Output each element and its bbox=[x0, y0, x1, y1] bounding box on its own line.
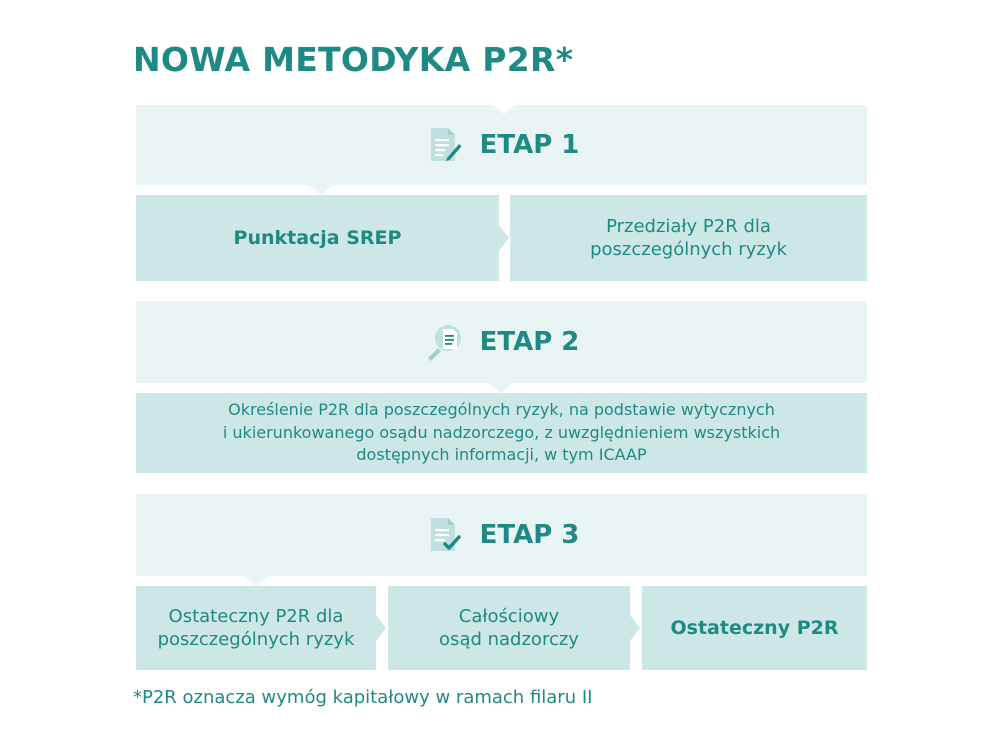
stage-1-top-notch bbox=[493, 105, 515, 114]
footnote: *P2R oznacza wymóg kapitałowy w ramach filaru II bbox=[133, 687, 593, 708]
stage-3-title: ETAP 3 bbox=[479, 520, 580, 550]
stage-3-box-1-arrow bbox=[376, 615, 386, 641]
stage-1-box-2 bbox=[510, 195, 867, 281]
stage-1-bottom-notch bbox=[309, 185, 333, 195]
stage-3-box-2-arrow bbox=[630, 615, 640, 641]
stage-3-box-1 bbox=[136, 586, 376, 670]
stage-1-box-1-text: Punktacja SREP bbox=[233, 226, 402, 249]
magnifier-document-icon bbox=[424, 321, 466, 363]
stage-2-title: ETAP 2 bbox=[479, 327, 580, 357]
stage-1-box-1 bbox=[136, 195, 499, 281]
stage-3-header bbox=[136, 494, 867, 576]
stage-1-box-2-text: Przedziały P2R dla poszczególnych ryzyk bbox=[590, 215, 787, 260]
stage-2-description-text: Określenie P2R dla poszczególnych ryzyk, na podstawie wytycznych i ukierunkowanego osądu nadzorczego, z uwzględnieniem wszystkich dostępnych informacji, w tym ICAAP bbox=[222, 400, 781, 465]
stage-1-box-arrow bbox=[499, 225, 509, 251]
stage-2-bottom-notch bbox=[489, 383, 513, 393]
stage-3-box-3-text: Ostateczny P2R bbox=[670, 616, 839, 639]
stage-3-box-2 bbox=[388, 586, 630, 670]
stage-2-header bbox=[136, 301, 867, 383]
stage-3-box-3 bbox=[642, 586, 867, 670]
stage-3-box-1-text: Ostateczny P2R dla poszczególnych ryzyk bbox=[157, 605, 355, 650]
stage-3-box-2-text: Całościowy osąd nadzorczy bbox=[439, 605, 579, 650]
page-title: NOWA METODYKA P2R* bbox=[133, 40, 574, 79]
stage-1-header bbox=[136, 105, 867, 185]
document-check-icon bbox=[424, 514, 466, 556]
stage-1-title: ETAP 1 bbox=[479, 130, 580, 160]
stage-2-description-box bbox=[136, 393, 867, 473]
document-pen-icon bbox=[424, 124, 466, 166]
stage-3-bottom-notch bbox=[244, 576, 268, 586]
